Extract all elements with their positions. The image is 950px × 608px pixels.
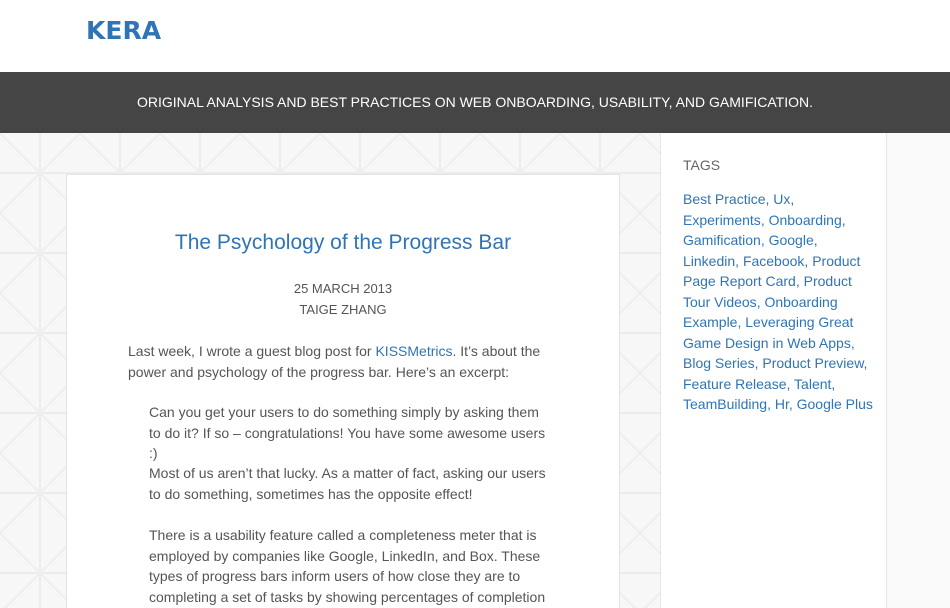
tag-link[interactable]: Blog Series (683, 355, 755, 371)
tag-link[interactable]: TeamBuilding (683, 396, 768, 412)
post-intro (128, 341, 568, 382)
tag-link[interactable]: Leveraging Great Game Design in Web Apps (683, 314, 854, 351)
tag-link[interactable]: Experiments (683, 211, 761, 228)
tag-link[interactable]: Talent (794, 375, 832, 392)
post-date: 25 MARCH 2013 (293, 281, 393, 296)
quote-paragraph: Most of us aren’t that lucky. As a matter of fact, asking our users to do something, sometimes has the opposite effect! (149, 465, 546, 502)
content-area (0, 133, 660, 608)
intro-text-before: Last week, I wrote a guest blog post for (128, 343, 376, 359)
tagline-bar (0, 72, 950, 133)
tag-link[interactable]: Product Page Report Card (683, 252, 861, 289)
tag-link[interactable]: Hr (774, 396, 789, 412)
site-header (0, 0, 950, 72)
tag-link[interactable]: Best Practice (683, 191, 766, 207)
post-author: TAIGE ZHANG (299, 302, 387, 317)
tag-list: Best Practice, Ux, Experiments, Onboarding, Gamification, Google, Linkedin, Facebook, Product Page Report Card, Product Tour Videos, Onboarding Example, Leveraging Great Game Design in Web Apps, Blog Series, Product Preview, Feature Release, Talent, TeamBuilding, Hr, Google Plus (683, 191, 873, 412)
tag-link[interactable]: Linkedin (683, 252, 736, 269)
post-title[interactable]: The Psychology of the Progress Bar (174, 231, 512, 254)
tags-heading: TAGS (683, 157, 721, 173)
tag-link[interactable]: Product Tour Videos (683, 273, 852, 310)
post-card (66, 174, 620, 608)
tag-link[interactable]: Onboarding (768, 211, 842, 228)
tag-link[interactable]: Product Preview (762, 355, 864, 371)
tag-link[interactable]: Google Plus (796, 396, 873, 412)
tag-link[interactable]: Feature Release (683, 375, 787, 392)
site-logo[interactable]: KERA (86, 16, 162, 45)
sidebar (660, 133, 887, 608)
quote-paragraph: Can you get your users to do something simply by asking them to do it? If so – congratulations! You have some awesome users :) (149, 404, 546, 461)
tag-link[interactable]: Onboarding Example (683, 293, 838, 330)
quote-paragraph: There is a usability feature called a completeness meter that is employed by companies like Google, LinkedIn, and Box. These types of progress bars inform users of how close they are to completing a set of tasks by showing percentages of completion (149, 527, 546, 605)
tag-link[interactable]: Ux (773, 191, 791, 207)
tag-link[interactable]: Google (768, 232, 814, 248)
right-gutter (887, 133, 950, 608)
site-tagline: ORIGINAL ANALYSIS AND BEST PRACTICES ON WEB ONBOARDING, USABILITY, AND GAMIFICATION. (136, 94, 814, 110)
kissmetrics-link[interactable]: KISSMetrics (375, 343, 453, 359)
intro-text-after: . It’s about the power and psychology of the progress bar. Here’s an excerpt: (128, 343, 541, 380)
tag-link[interactable]: Facebook (742, 252, 805, 269)
tag-link[interactable]: Gamification (683, 232, 761, 248)
